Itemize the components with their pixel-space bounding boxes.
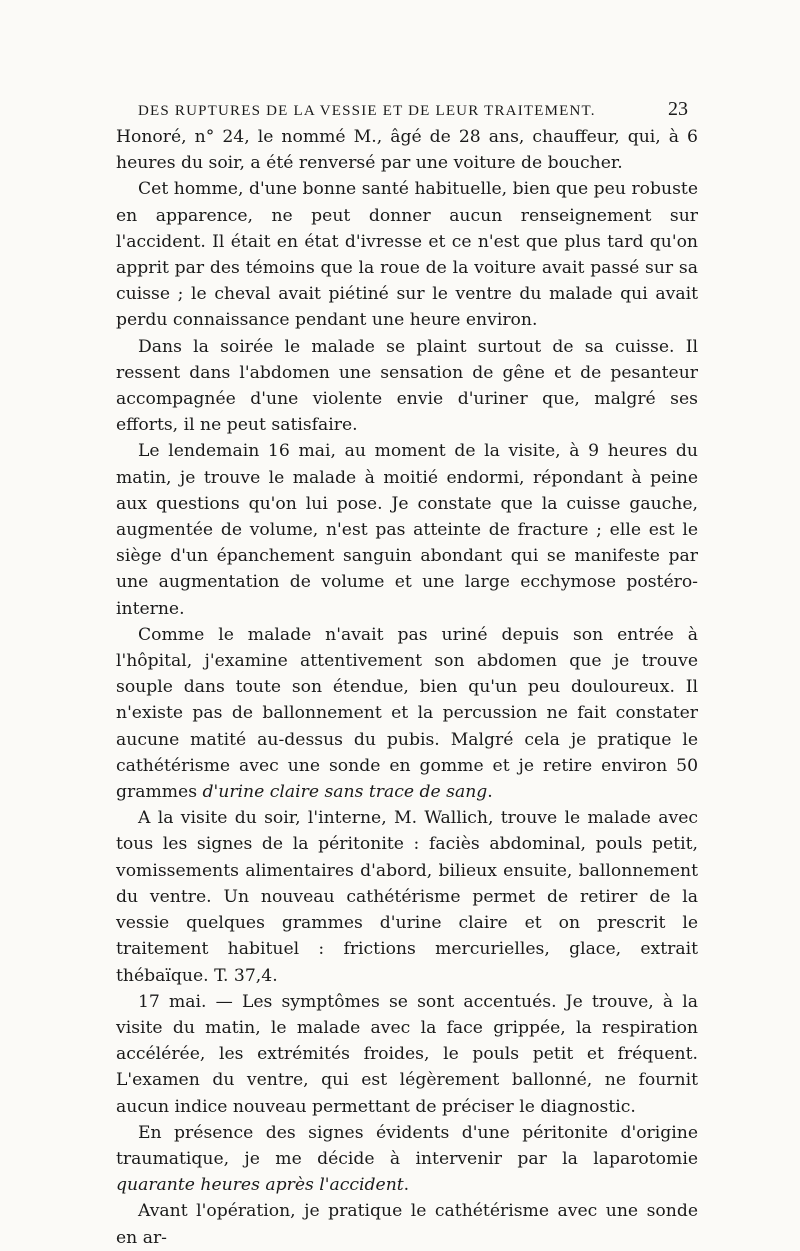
paragraph — [116, 622, 698, 805]
paragraph-text: Cet homme, d'une bonne santé habituelle, bien que peu robuste en apparence, ne peut donner aucun renseignement sur l'accident. Il était en état d'ivresse et ce n'est que plus tard qu'on apprit par des témoins que la roue de la voiture avait passé sur sa cuisse ; le cheval avait piétiné sur le ventre du malade qui avait perdu connaissance pendant une heure environ. — [116, 179, 698, 331]
italic-text: quarante heures après l'accident — [116, 1175, 404, 1196]
paragraph — [116, 438, 698, 621]
paragraph-text: 17 mai. — Les symptômes se sont accentués. Je trouve, à la visite du matin, le malade avec la face grippée, la respiration accélérée, les extrémités froides, le pouls petit et fréquent. L'examen du ventre, qui est légèrement ballonné, ne fournit aucun indice nouveau permettant de préciser le diagnostic. — [116, 991, 698, 1117]
italic-text: d'urine claire sans trace de sang — [202, 782, 488, 803]
paragraph — [116, 176, 698, 333]
paragraph — [116, 1198, 698, 1250]
paragraph-text: Avant l'opération, je pratique le cathétérisme avec une sonde en ar- — [116, 1201, 698, 1248]
paragraph — [116, 124, 698, 176]
paragraph-text: Dans la soirée le malade se plaint surtout de sa cuisse. Il ressent dans l'abdomen une sensation de gêne et de pesanteur accompagnée d'une violente envie d'uriner que, malgré ses efforts, il ne peut satisfaire. — [116, 336, 698, 436]
paragraph-text: Comme le malade n'avait pas uriné depuis son entrée à l'hôpital, j'examine attentivement son abdomen que je trouve souple dans toute son étendue, bien qu'un peu douloureux. Il n'existe pas de ballonnement et la percussion ne fait constater aucune matité au-dessus du pubis. Malgré cela je pratique le cathétérisme avec une sonde en gomme et je retire environ 50 grammes — [116, 624, 698, 803]
paragraph — [116, 334, 698, 439]
paragraph-text: . — [403, 1175, 410, 1196]
paragraph-text: En présence des signes évidents d'une péritonite d'origine traumatique, je me décide à intervenir par la laparotomie — [116, 1122, 698, 1169]
running-head — [138, 98, 688, 121]
paragraph — [116, 989, 698, 1120]
paragraph-text: Honoré, n° 24, le nommé M., âgé de 28 ans, chauffeur, qui, à 6 heures du soir, a été renversé par une voiture de boucher. — [116, 127, 698, 174]
running-head-title: DES RUPTURES DE LA VESSIE ET DE LEUR TRAITEMENT. — [138, 103, 596, 119]
body-text — [116, 124, 698, 1251]
paragraph-text: . — [487, 782, 493, 803]
paragraph-text: A la visite du soir, l'interne, M. Wallich, trouve le malade avec tous les signes de la péritonite : faciès abdominal, pouls petit, vomissements alimentaires d'abord, bilieux ensuite, ballonnement du ventre. Un nouveau cathétérisme permet de retirer de la vessie quelques grammes d'urine claire et on prescrit le traitement habituel : frictions mercurielles, glace, extrait thébaïque. T. 37,4. — [116, 808, 698, 986]
paragraph — [116, 1120, 698, 1199]
paragraph — [116, 805, 698, 988]
page-number: 23 — [668, 98, 688, 120]
paragraph-text: Le lendemain 16 mai, au moment de la visite, à 9 heures du matin, je trouve le malade à moitié endormi, répondant à peine aux questions qu'on lui pose. Je constate que la cuisse gauche, augmentée de volume, n'est pas atteinte de fracture ; elle est le siège d'un épanchement sanguin abondant qui se manifeste par une augmentation de volume et une large ecchymose postéro-interne. — [116, 441, 698, 619]
